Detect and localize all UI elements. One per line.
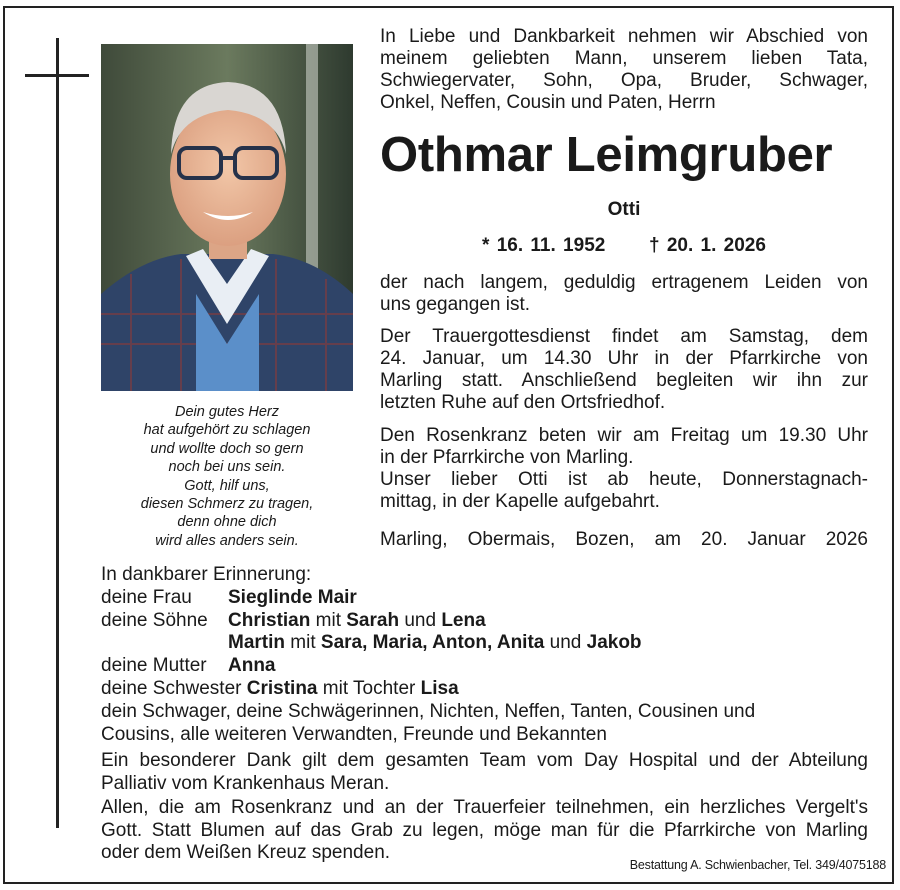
son-entry xyxy=(228,610,486,633)
rosary-line: in der Pfarrkirche von Marling. xyxy=(380,447,634,468)
service-line: 24. Januar, um 14.30 Uhr in der Pfarrkirche von xyxy=(380,348,868,369)
mourner-name: Martin xyxy=(228,632,285,654)
place-date xyxy=(380,529,868,551)
service-line: letzten Ruhe auf den Ortsfriedhof. xyxy=(380,392,666,413)
place-date-line: Marling, Obermais, Bozen, am 20. Januar 2026 xyxy=(380,529,868,550)
passing-line: uns gegangen ist. xyxy=(380,294,531,315)
mourner-name: Christian xyxy=(228,609,311,631)
relation-label: deine Mutter xyxy=(101,655,207,677)
mourner-row-sister xyxy=(101,678,871,701)
mourners-heading: In dankbarer Erinnerung: xyxy=(101,564,312,585)
mourner-name: Jakob xyxy=(586,632,642,654)
intro-line: Schwiegervater, Sohn, Opa, Bruder, Schwager, xyxy=(380,70,868,91)
nickname: Otti xyxy=(607,199,641,220)
closing-line: oder dem Weißen Kreuz spenden. xyxy=(101,842,391,863)
mourner-row-others: Cousins, alle weiteren Verwandten, Freunde und Bekannten xyxy=(101,723,607,745)
mourner-name: Sieglinde Mair xyxy=(228,586,357,608)
service-text xyxy=(380,326,868,414)
poem-line: hat aufgehört zu schlagen xyxy=(143,422,311,439)
mourner-name: Cristina xyxy=(246,677,318,699)
mourner-names: Sara, Maria, Anton, Anita xyxy=(320,632,545,654)
thanks-text xyxy=(101,750,868,795)
passing-text xyxy=(380,272,868,316)
deceased-name: Othmar Leimgruber xyxy=(380,128,833,182)
life-dates xyxy=(380,235,868,257)
poem-line: diesen Schmerz zu tragen, xyxy=(140,496,314,513)
rosary-line: Den Rosenkranz beten wir am Freitag um 19.30 Uhr xyxy=(380,425,868,446)
thanks-line: Palliativ vom Krankenhaus Meran. xyxy=(101,772,390,794)
mourner-name: Sarah xyxy=(346,609,400,631)
rosary-line: mittag, in der Kapelle aufgebahrt. xyxy=(380,491,660,512)
closing-line: Allen, die am Rosenkranz und an der Trauerfeier teilnehmen, ein herzliches Vergelt's xyxy=(101,797,868,818)
mourner-name: Anna xyxy=(228,655,276,677)
connector-text: und xyxy=(549,632,582,654)
mourner-row-mother xyxy=(101,655,871,678)
poem-line: denn ohne dich xyxy=(177,514,277,531)
mourners-list xyxy=(101,564,871,746)
service-line: Marling statt. Anschließend begleiten wir ihn zur xyxy=(380,370,868,391)
connector-text: und xyxy=(404,609,437,631)
relation-label: deine Söhne xyxy=(101,609,208,631)
mourner-name: Lisa xyxy=(420,677,459,699)
mourner-row-son2 xyxy=(101,632,871,655)
intro-line: Onkel, Neffen, Cousin und Paten, Herrn xyxy=(380,92,716,113)
intro-line: In Liebe und Dankbarkeit nehmen wir Abschied von xyxy=(380,26,868,47)
rosary-line: Unser lieber Otti ist ab heute, Donnerstagnach- xyxy=(380,469,868,490)
poem xyxy=(100,403,354,550)
service-line: Der Trauergottesdienst findet am Samstag, dem xyxy=(380,326,868,347)
mourner-row-others: dein Schwager, deine Schwägerinnen, Nichten, Neffen, Tanten, Cousinen und xyxy=(101,700,756,722)
connector-text: mit xyxy=(315,609,341,631)
connector-text: mit xyxy=(290,632,316,654)
closing-text xyxy=(101,797,868,865)
passing-line: der nach langem, geduldig ertragenem Leiden von xyxy=(380,272,868,293)
thanks-line: Ein besonderer Dank gilt dem gesamten Team vom Day Hospital und der Abteilung xyxy=(101,750,868,771)
undertaker-credit: Bestattung A. Schwienbacher, Tel. 349/4075188 xyxy=(629,858,886,872)
relation-label: deine Frau xyxy=(101,586,192,608)
intro-text xyxy=(380,26,868,114)
rosary-text xyxy=(380,425,868,513)
mourner-name: Lena xyxy=(441,609,486,631)
poem-line: noch bei uns sein. xyxy=(168,459,286,476)
birth-date: * 16. 11. 1952 xyxy=(482,235,606,256)
mourner-row-sons xyxy=(101,610,871,633)
cross-icon-bar xyxy=(25,74,89,77)
intro-line: meinem geliebten Mann, unserem lieben Tata, xyxy=(380,48,868,69)
poem-line: Dein gutes Herz xyxy=(175,404,279,420)
relation-label: deine Schwester xyxy=(101,677,242,699)
poem-line: wird alles anders sein. xyxy=(155,532,299,549)
death-date: † 20. 1. 2026 xyxy=(649,235,766,256)
closing-line: Gott. Statt Blumen auf das Grab zu legen, möge man für die Pfarrkirche von Marling xyxy=(101,819,868,841)
mourner-row-wife xyxy=(101,587,871,610)
cross-icon xyxy=(56,38,59,828)
poem-line: Gott, hilf uns, xyxy=(184,477,270,494)
connector-text: mit Tochter xyxy=(322,677,416,699)
son-entry xyxy=(228,632,642,655)
poem-line: und wollte doch so gern xyxy=(150,440,304,457)
portrait-photo xyxy=(101,44,353,391)
